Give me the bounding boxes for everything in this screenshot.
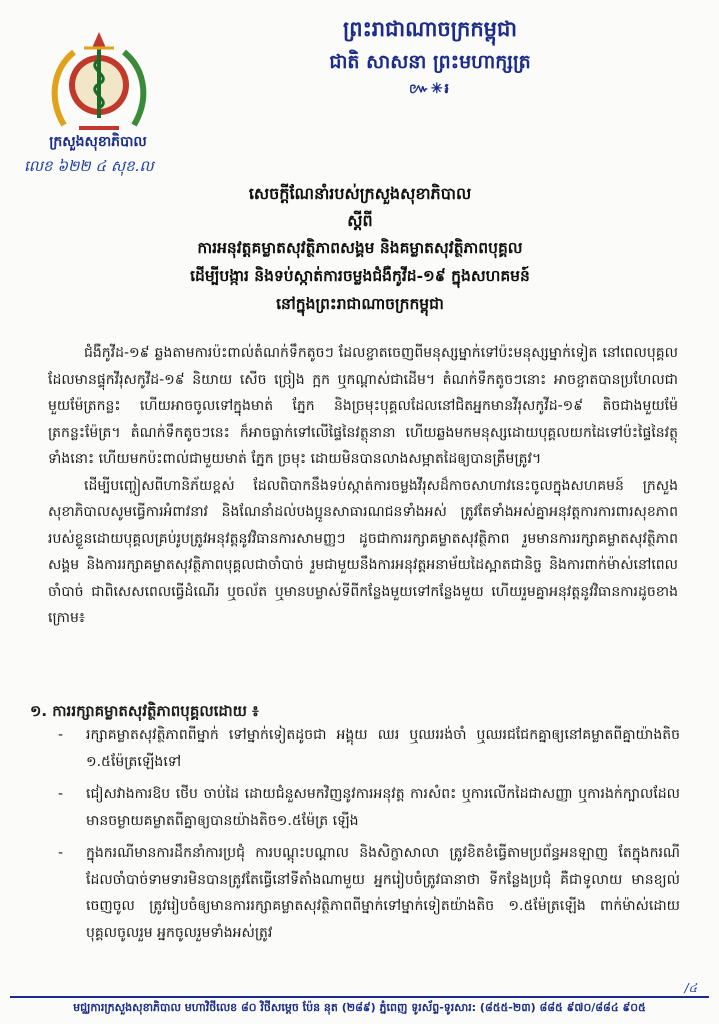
list-item bbox=[50, 840, 680, 946]
footer-address: មជ្ឈការក្រសួងសុខាភិបាល មហាវិថីលេខ ៨០ វិថីសម្តេច ប៉ែន នុត (២៨៩) ភ្នំពេញ ទូរស័ព្ទ-ទូរសារ: (៨៥៥-២៣) ៨៨៥ ៩៧០/៨៨៤ ៩០៥ bbox=[73, 1001, 646, 1014]
section-heading-1: ១. ការរក្សាគម្លាតសុវត្ថិភាពបុគ្គលដោយ ៖ bbox=[30, 702, 259, 720]
title-line-5: នៅក្នុងព្រះរាជាណាចក្រកម្ពុជា bbox=[276, 294, 444, 313]
document-title bbox=[90, 180, 630, 318]
kingdom-name: ព្រះរាជាណាចក្រកម្ពុជា bbox=[342, 16, 517, 41]
national-motto: ជាតិ សាសនា ព្រះមហាក្សត្រ bbox=[329, 51, 531, 73]
page-number: /៤ bbox=[684, 981, 697, 995]
bullet-dash-icon: - bbox=[58, 786, 64, 802]
ornament-divider: ៚✳៛ bbox=[409, 81, 451, 97]
list-item bbox=[50, 722, 680, 775]
title-line-1: សេចក្តីណែនាំរបស់ក្រសួងសុខាភិបាល bbox=[248, 184, 472, 203]
list-item-text: ជៀសវាងការឱប ថើប ចាប់ដៃ ដោយជំនួសមកវិញនូវការអនុវត្ត ការសំពះ ឬការលើកដៃជាសញ្ញា ឬការងក់ក្បាលដែលមានចម្ងាយគម្លាតពីគ្នាឲ្យបានយ៉ាងតិច១.៥ម៉ែត្រ ឡើង bbox=[86, 786, 680, 829]
bullet-list bbox=[50, 722, 680, 952]
paragraph-1: ជំងឺកូវីដ-១៩ ឆ្លងតាមការប៉ះពាល់តំណក់ទឹកតូចៗ ដែលខ្ចាតចេញពីមនុស្សម្នាក់ទៅប៉ះមនុស្សម្នាក់ទៀត នៅពេលបុគ្គលដែលមានផ្ទុកវីរុសកូវីដ-១៩ និយាយ សើច ច្រៀង ក្អក ឬកណ្តាស់ជាដើម។ តំណក់ទឹកតូចៗនោះ អាចខ្ចាតបានប្រហែលជាមួយម៉ែត្រកន្លះ ហើយអាចចូលទៅក្នុងមាត់ ភ្នែក និងច្រមុះបុគ្គលដែលនៅជិតអ្នកមានវីរុសកូវីដ-១៩ តិចជាងមួយម៉ែត្រកន្លះម៉ែត្រ។ តំណក់ទឹកតូចៗនេះ ក៏អាចធ្លាក់ទៅលើផ្ទៃនៃវត្ថុនានា ហើយឆ្លងមកមនុស្សដោយបុគ្គលយកដៃទៅប៉ះផ្ទៃនៃវត្ថុទាំងនោះ ហើយមកប៉ះពាល់ជាមួយមាត់ ភ្នែក ច្រមុះ ដោយមិនបានលាងសម្អាតដៃឲ្យបានត្រឹមត្រូវ។ bbox=[48, 345, 678, 467]
ministry-logo-icon bbox=[44, 30, 154, 140]
title-line-2: ស្តីពី bbox=[347, 211, 373, 230]
footer-divider bbox=[10, 996, 709, 998]
list-item-text: រក្សាគម្លាតសុវត្ថិភាពពីម្នាក់ ទៅម្នាក់ទៀតដូចជា អង្គុយ ឈរ ឬឈររង់ចាំ ឬឈរជជែកគ្នាឲ្យនៅគម្លាតពីគ្នាយ៉ាងតិច ១.៥ម៉ែត្រឡើងទៅ bbox=[86, 727, 680, 770]
title-line-4: ដើម្បីបង្ការ និងទប់ស្កាត់ការចម្លងជំងឺកូវីដ-១៩ ក្នុងសហគមន៍ bbox=[190, 266, 530, 285]
document-number: លេខ ៦២២ ៤ សុខ.ល bbox=[24, 157, 154, 175]
bullet-dash-icon: - bbox=[58, 727, 64, 743]
ministry-name: ក្រសួងសុខាភិបាល bbox=[49, 134, 147, 150]
paragraph-2: ដើម្បីបញ្ចៀសពីហានិភ័យខ្ពស់ ដែលពិបាកនឹងទប់ស្កាត់ការចម្លងវីរុសដ៏កាចសាហាវនេះចូលក្នុងសហគមន៍ ក្រសួងសុខាភិបាលសូមធ្វើការអំពាវនាវ និងណែនាំដល់បងប្អូនសាធារណជនទាំងអស់ ត្រូវតែទាំងអស់គ្នាអនុវត្តការការពារសុខភាពរបស់ខ្លួនដោយបុគ្គលគ្រប់រូបត្រូវអនុវត្តនូវវិធានការសាមញ្ញៗ ដូចជាការរក្សាគម្លាតសុវត្ថិភាព រួមមានការរក្សាគម្លាតសុវត្ថិភាពសង្គម និងការរក្សាគម្លាតសុវត្ថិភាពបុគ្គលជាចាំបាច់ រួមជាមួយនឹងការអនុវត្តអនាម័យដៃស្អាតជានិច្ច និងការពាក់ម៉ាស់នៅពេលចាំបាច់ ជាពិសេសពេលធ្វើដំណើរ ឬចល័ត ឬមានបម្លាស់ទីពីកន្លែងមួយទៅកន្លែងមួយ ហើយរួមគ្នាអនុវត្តនូវវិធានការដូចខាងក្រោម៖ bbox=[48, 477, 678, 626]
body-text bbox=[48, 340, 678, 632]
bullet-dash-icon: - bbox=[58, 845, 64, 861]
national-header bbox=[250, 12, 610, 100]
list-item bbox=[50, 781, 680, 834]
list-item-text: ក្នុងករណីមានការដឹកនាំការប្រជុំ ការបណ្តុះបណ្តាល និងសិក្ខាសាលា ត្រូវខិតខំធ្វើតាមប្រព័ន្ធអនឡាញ តែក្នុងករណីដែលចាំបាច់ទាមទារមិនបានត្រូវតែធ្វើនៅទីតាំងណាមួយ អ្នករៀបចំត្រូវធានាថា ទីកន្លែងប្រជុំ គឺជាទូលាយ មានខ្យល់ចេញចូល ត្រូវរៀបចំឲ្យមានការរក្សាគម្លាតសុវត្ថិភាពពីម្នាក់ទៅម្នាក់ទៀតយ៉ាងតិច ១.៥ម៉ែត្រឡើង ពាក់ម៉ាស់ដោយបុគ្គលចូលរួម អ្នកចូលរួមទាំងអស់ត្រូវ bbox=[86, 845, 680, 941]
title-line-3: ការអនុវត្តគម្លាតសុវត្ថិភាពសង្គម និងគម្លាតសុវត្ថិភាពបុគ្គល bbox=[197, 238, 523, 257]
